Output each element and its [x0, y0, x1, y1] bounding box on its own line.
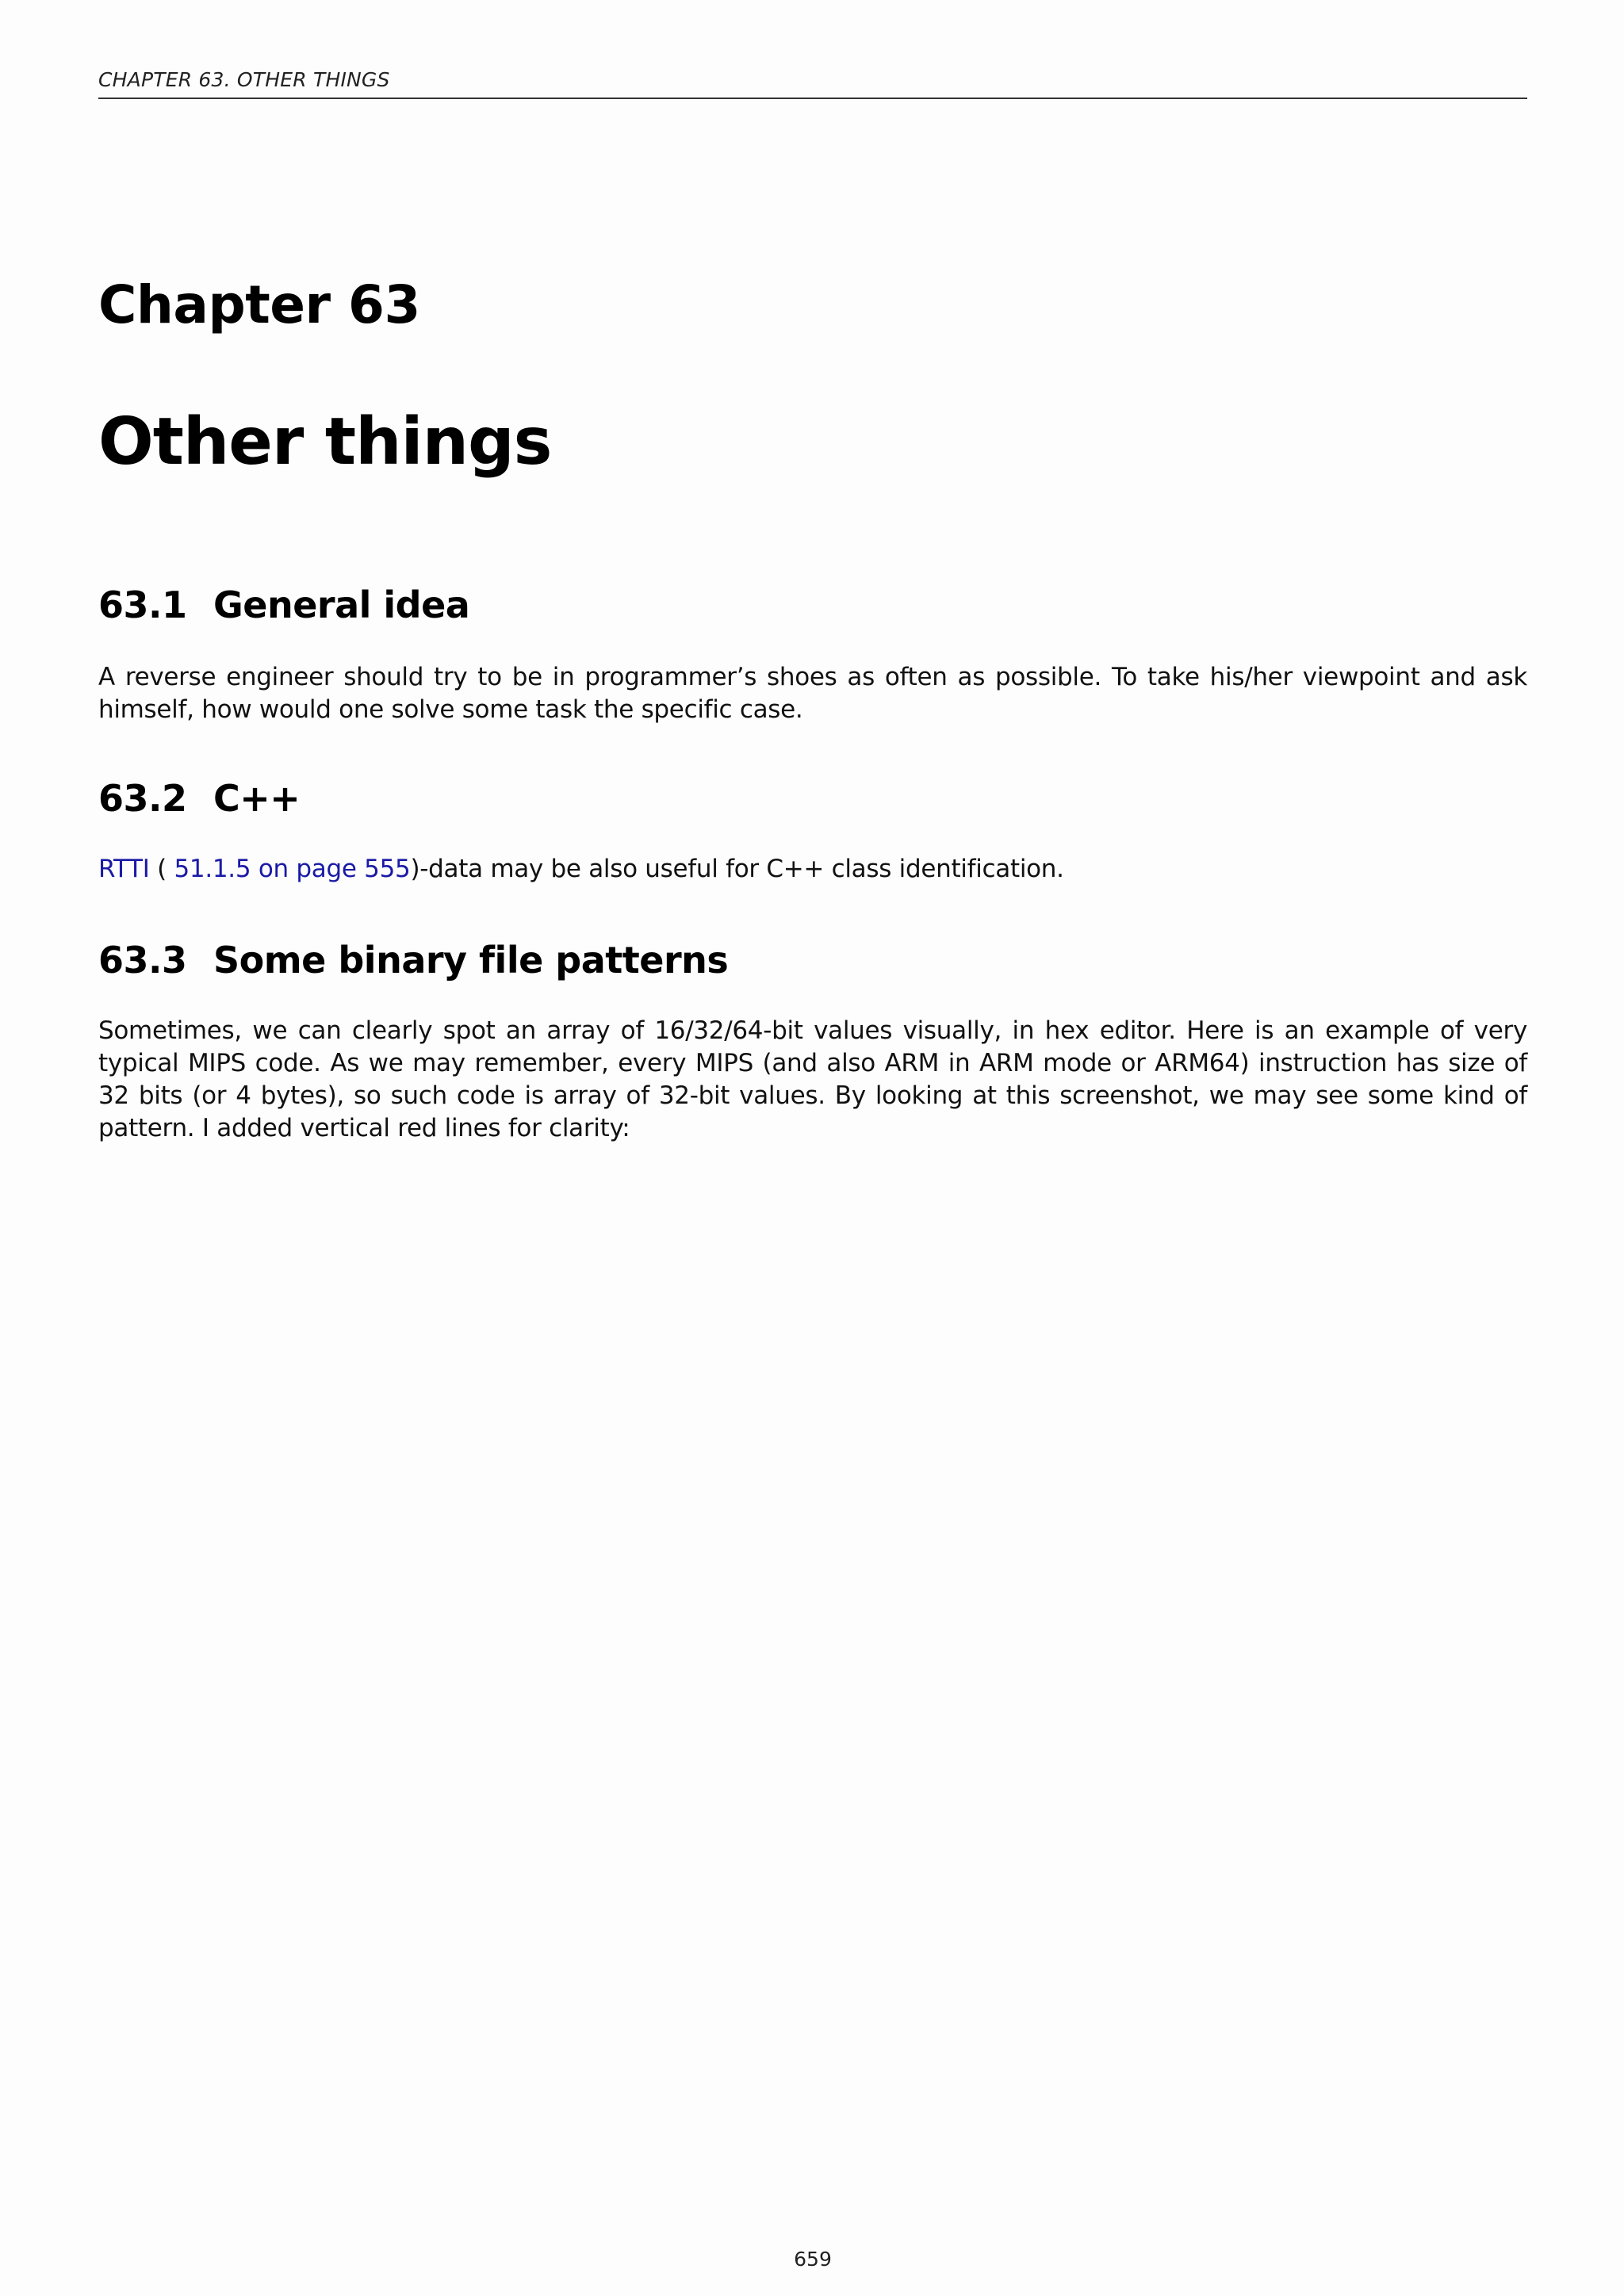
page-reference-link[interactable]: 51.1.5 on page 555 — [174, 855, 411, 883]
paragraph-text: ( — [149, 855, 174, 883]
section-number: 63.3 — [98, 939, 187, 982]
section-heading-general-idea — [98, 584, 469, 626]
section-paragraph-general-idea: A reverse engineer should try to be in programmer’s shoes as often as possible. To take his/her viewpoint and ask himself, how would one solve some task the specific case. — [98, 663, 1527, 724]
running-header: CHAPTER 63. OTHER THINGS — [98, 68, 390, 91]
rtti-link[interactable]: RTTI — [98, 855, 150, 883]
chapter-title: Other things — [98, 404, 552, 480]
section-heading-binary-patterns — [98, 939, 728, 982]
section-paragraph-binary-patterns: Sometimes, we can clearly spot an array of 16/32/64-bit values visually, in hex editor. Here is an example of very typical MIPS code. As we may remember, every MIPS (and also ARM in ARM mode or ARM64) instruction has size of 32 bits (or 4 bytes), so such code is array of 32-bit values. By looking at this screenshot, we may see some kind of pattern. I added vertical red lines for clarity: — [98, 1016, 1527, 1142]
header-rule — [98, 98, 1527, 99]
section-title: General idea — [213, 584, 470, 626]
chapter-label: Chapter 63 — [98, 274, 420, 335]
section-paragraph-cpp — [98, 853, 1527, 886]
document-page — [98, 0, 1527, 2296]
paragraph-text: )-data may be also useful for C++ class identification. — [410, 855, 1064, 883]
section-number: 63.2 — [98, 777, 187, 820]
page-number: 659 — [794, 2248, 832, 2271]
section-title: C++ — [213, 777, 301, 820]
section-title: Some binary file patterns — [213, 939, 729, 982]
section-number: 63.1 — [98, 584, 187, 626]
section-heading-cpp — [98, 777, 300, 820]
